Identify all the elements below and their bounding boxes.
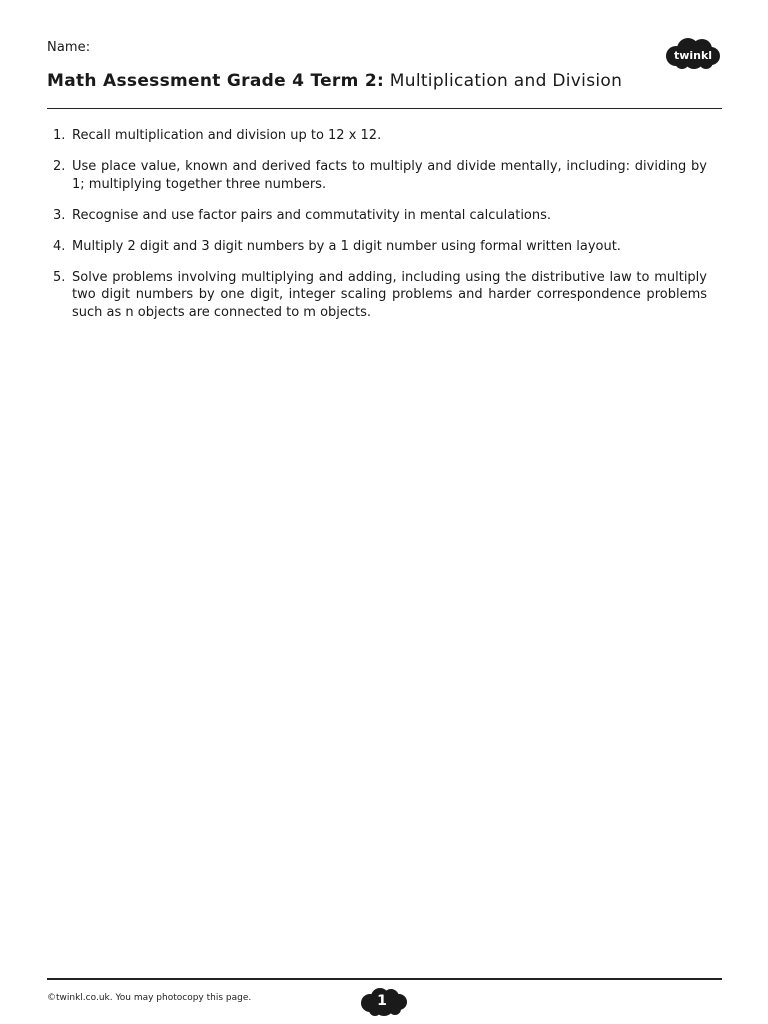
item-text: Recall multiplication and division up to 12 x 12. xyxy=(72,128,382,143)
item-text: Use place value, known and derived facts to multiply and divide mentally, including: dividing by 1; multiplying together three numbers. xyxy=(72,159,707,192)
item-number: 1. xyxy=(53,128,66,143)
footer-divider xyxy=(47,978,722,980)
item-text: Recognise and use factor pairs and commutativity in mental calculations. xyxy=(72,207,552,223)
list-item xyxy=(47,127,707,145)
page-title-rest: Multiplication and Division xyxy=(384,71,623,91)
list-item xyxy=(47,158,707,193)
objectives-list xyxy=(47,127,707,335)
item-text: Multiply 2 digit and 3 digit numbers by a 1 digit number using formal written layout. xyxy=(72,238,621,254)
copyright-notice: ©twinkl.co.uk. You may photocopy this page. xyxy=(47,993,252,1003)
name-label: Name: xyxy=(47,40,91,55)
page-title-bold: Math Assessment Grade 4 Term 2: xyxy=(47,71,385,91)
page-number: 1 xyxy=(377,993,387,1009)
item-number: 5. xyxy=(53,269,66,285)
page-title xyxy=(47,71,622,91)
item-number: 4. xyxy=(53,238,66,254)
logo-text: twinkl xyxy=(673,49,713,62)
item-text: Solve problems involving multiplying and adding, including using the distributive law to multiply two digit numbers by one digit, integer scaling problems and harder correspondence problems such as n objects are connected to m objects. xyxy=(72,269,707,320)
page-number-badge xyxy=(358,986,412,1018)
item-number: 2. xyxy=(53,159,66,174)
list-item xyxy=(47,207,707,225)
list-item xyxy=(47,269,707,322)
item-number: 3. xyxy=(53,207,66,223)
twinkl-logo xyxy=(662,36,722,72)
header-divider xyxy=(47,108,722,109)
list-item xyxy=(47,238,707,256)
